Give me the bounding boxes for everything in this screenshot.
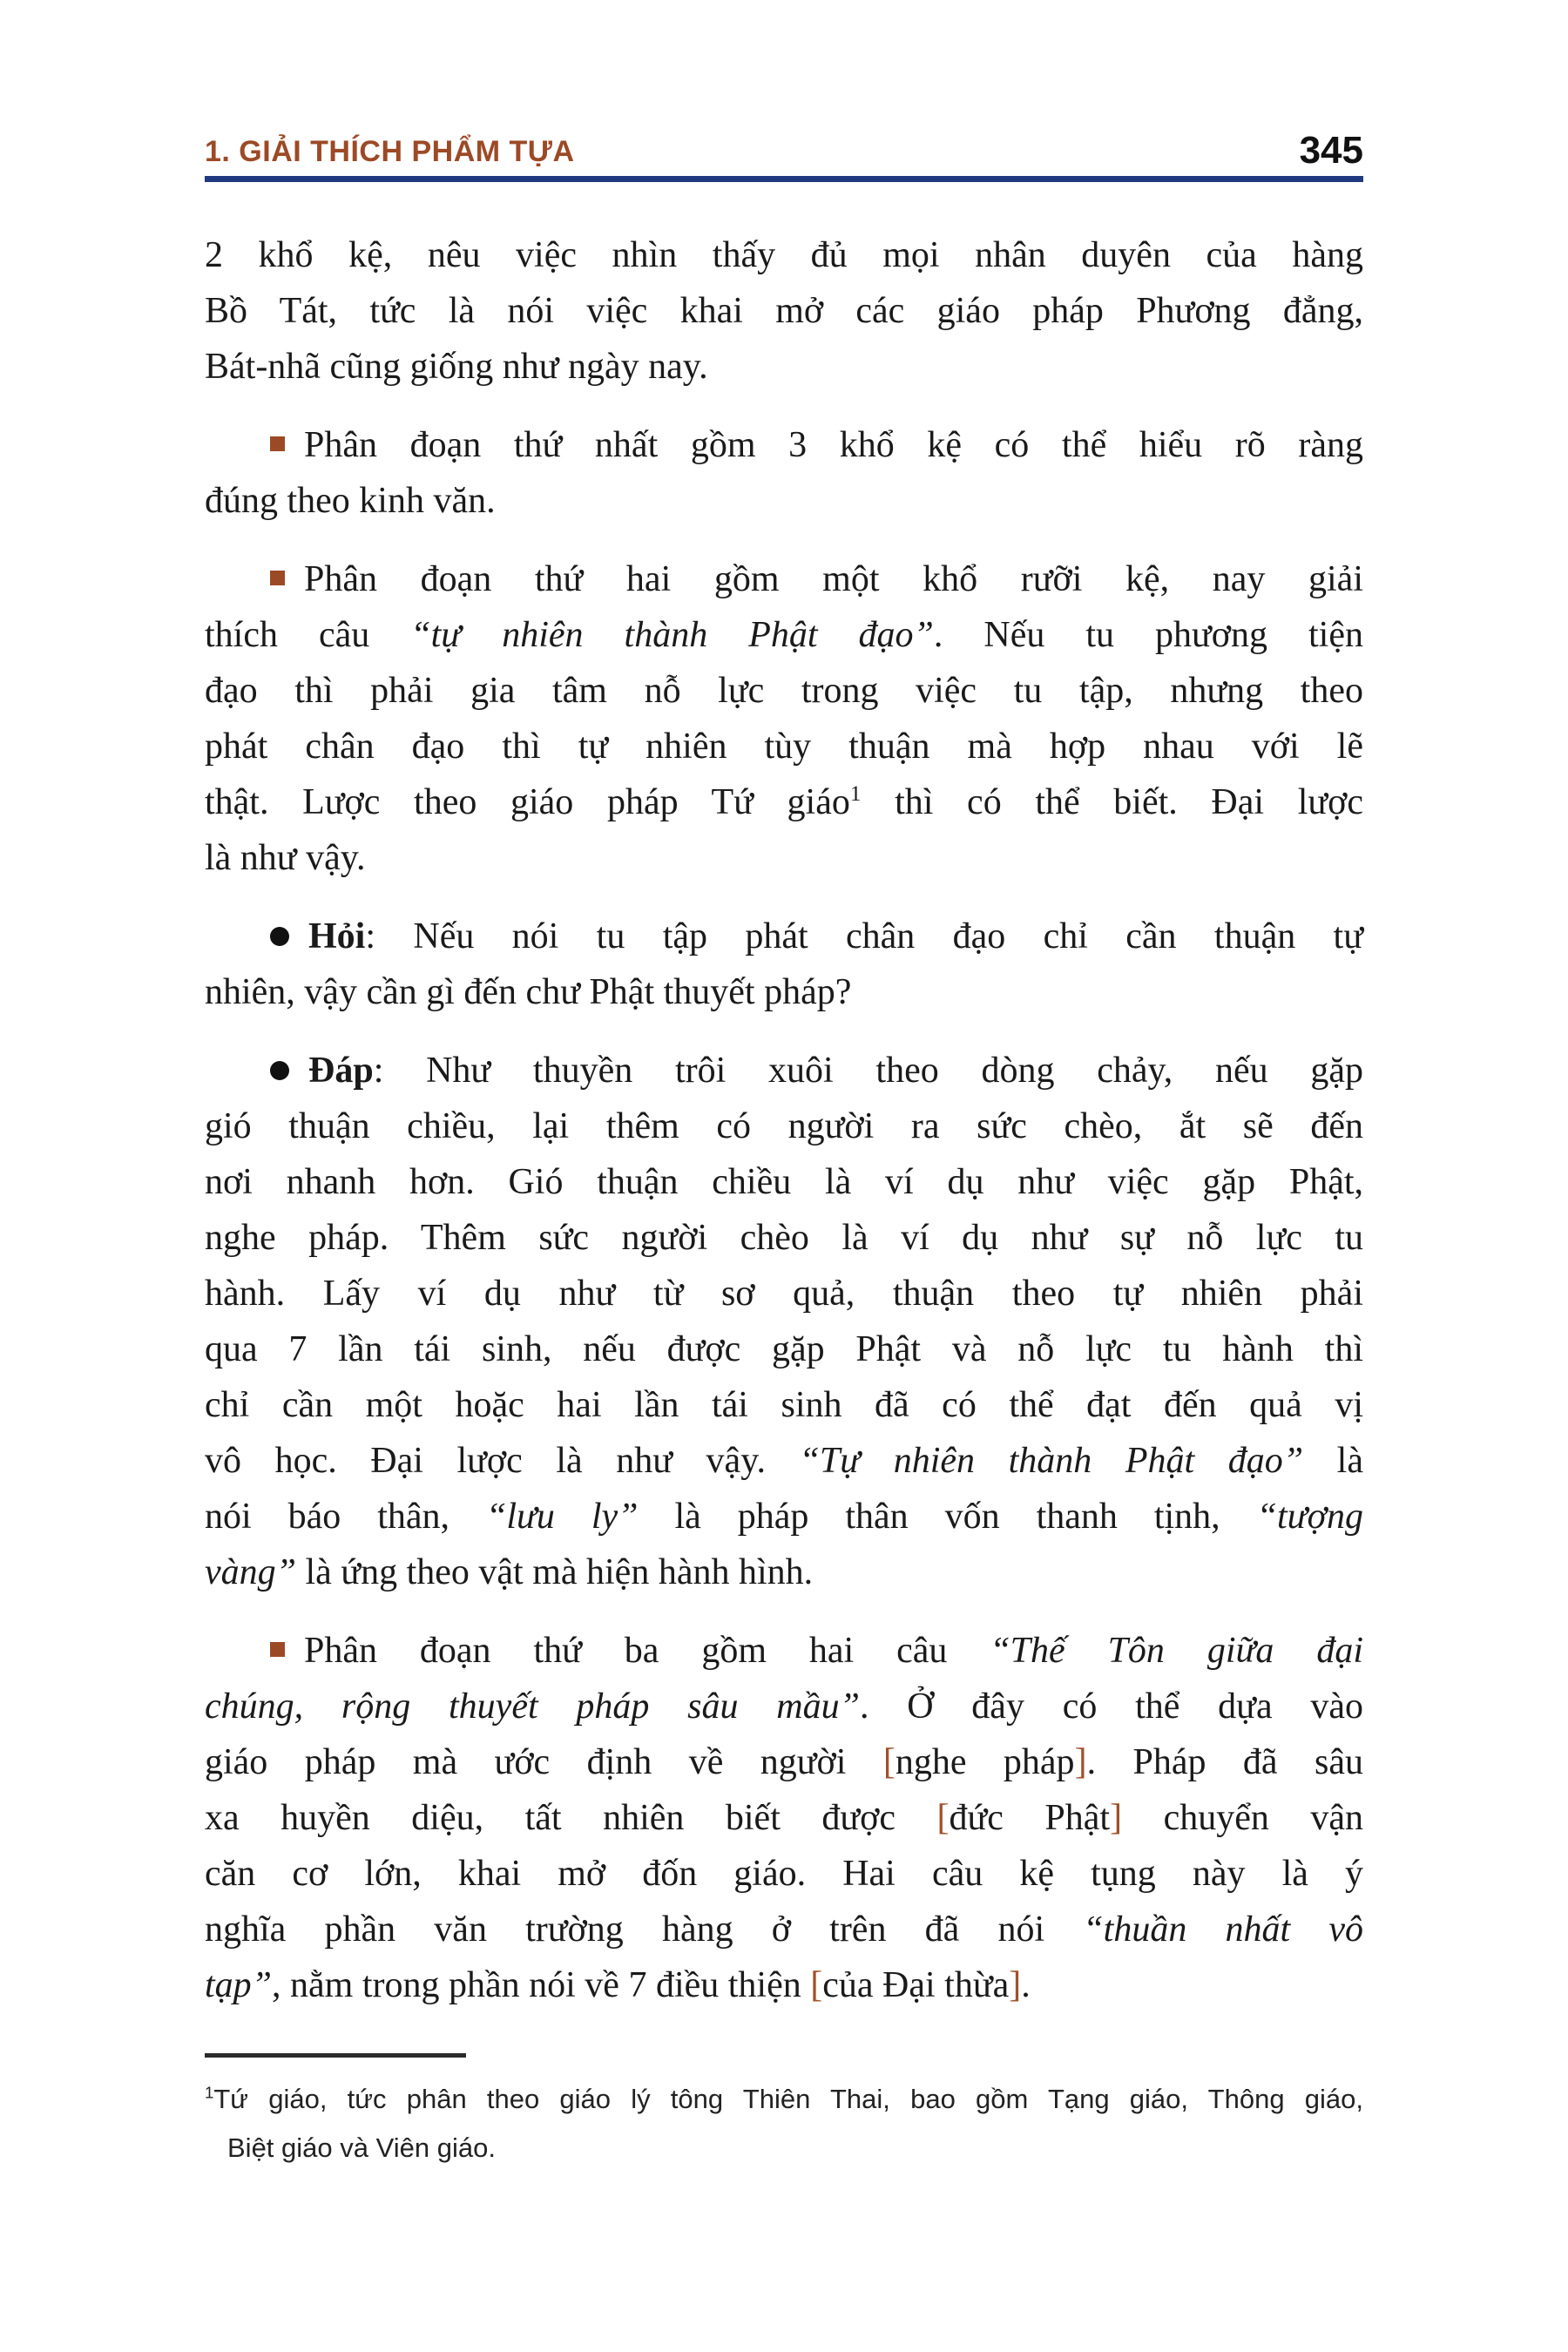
text-segment: nghĩa phần văn trường hàng ở trên đã nói — [205, 1909, 1084, 1950]
text-segment: thì có thể biết. Đại lược — [861, 782, 1363, 822]
text-segment: . Pháp đã sâu — [1086, 1742, 1363, 1782]
text-segment: nghe pháp — [895, 1742, 1075, 1782]
header-rule — [205, 176, 1363, 182]
text-line — [205, 1544, 1363, 1600]
text-line — [205, 774, 1363, 830]
text-segment: chỉ cần một hoặc hai lần tái sinh đã có thể đạt đến quả vị — [205, 1385, 1363, 1425]
text-segment: “lưu ly” — [485, 1497, 639, 1537]
text-segment: hành. Lấy ví dụ như từ sơ quả, thuận theo tự nhiên phải — [205, 1274, 1363, 1314]
circle-bullet-icon — [270, 1061, 289, 1080]
footnote-line — [205, 2075, 1363, 2124]
text-segment: thích câu — [205, 615, 411, 655]
text-line — [205, 964, 1363, 1020]
text-segment: “Thế Tôn giữa đại — [990, 1631, 1363, 1671]
text-segment: 1 — [205, 2083, 214, 2102]
text-line — [205, 1321, 1363, 1377]
text-segment: phát chân đạo thì tự nhiên tùy thuận mà hợp nhau với lẽ — [205, 727, 1363, 767]
text-line — [205, 1433, 1363, 1489]
paragraph — [205, 417, 1363, 529]
text-segment: Phân đoạn thứ nhất gồm 3 khổ kệ có thể hiểu rõ ràng — [304, 425, 1363, 465]
text-segment: nơi nhanh hơn. Gió thuận chiều là ví dụ như việc gặp Phật, — [205, 1162, 1363, 1202]
text-segment: qua 7 lần tái sinh, nếu được gặp Phật và nỗ lực tu hành thì — [205, 1329, 1363, 1369]
circle-bullet-icon — [270, 927, 289, 946]
text-line — [205, 283, 1363, 339]
bracket-mark: [ — [936, 1798, 950, 1838]
text-line — [205, 607, 1363, 663]
text-line — [205, 663, 1363, 719]
text-segment: giáo pháp mà ước định về người — [205, 1742, 883, 1782]
text-segment: thật. Lược theo giáo pháp Tứ giáo — [205, 782, 850, 822]
text-line — [205, 1957, 1363, 2013]
text-segment: của Đại thừa — [822, 1965, 1010, 2005]
text-segment: gió thuận chiều, lại thêm có người ra sức chèo, ắt sẽ đến — [205, 1106, 1363, 1146]
text-line — [205, 1098, 1363, 1154]
running-header-title: 1. GIẢI THÍCH PHẨM TỰA — [205, 135, 575, 168]
text-line — [205, 1489, 1363, 1544]
bracket-mark: ] — [1074, 1742, 1087, 1782]
paragraph — [205, 909, 1363, 1020]
text-segment: đúng theo kinh văn. — [205, 481, 496, 521]
text-line — [205, 719, 1363, 774]
text-segment: : Như thuyền trôi xuôi theo dòng chảy, nếu gặp — [373, 1051, 1363, 1091]
text-segment: “Tự nhiên thành Phật đạo” — [799, 1441, 1304, 1481]
text-segment: vàng” — [205, 1552, 296, 1592]
text-line — [205, 473, 1363, 529]
text-segment: là — [1303, 1441, 1363, 1481]
text-segment: nghe pháp. Thêm sức người chèo là ví dụ như sự nỗ lực tu — [205, 1218, 1363, 1258]
text-segment: . Nếu tu phương tiện — [933, 615, 1363, 655]
text-segment: “tượng — [1256, 1497, 1363, 1537]
text-line — [205, 1902, 1363, 1957]
text-segment: . — [1021, 1965, 1031, 2005]
text-segment: là như vậy. — [205, 838, 366, 878]
bracket-mark: [ — [810, 1965, 823, 2005]
paragraph — [205, 551, 1363, 886]
text-segment: “tự nhiên thành Phật đạo” — [410, 615, 934, 655]
text-segment: tạp” — [205, 1965, 273, 2005]
text-line — [205, 1043, 1363, 1098]
text-line — [205, 1623, 1363, 1679]
text-segment: chúng, rộng thuyết pháp sâu mầu” — [205, 1686, 860, 1727]
text-line — [205, 417, 1363, 473]
text-line — [205, 1790, 1363, 1846]
text-line — [205, 1210, 1363, 1266]
text-segment: Phân đoạn thứ ba gồm hai câu — [304, 1631, 990, 1671]
text-segment: là ứng theo vật mà hiện hành hình. — [296, 1552, 814, 1592]
text-segment: Bát-nhã cũng giống như ngày nay. — [205, 347, 708, 387]
footnote-line — [205, 2124, 1363, 2173]
text-segment: nói báo thân, — [205, 1497, 486, 1537]
text-segment: căn cơ lớn, khai mở đốn giáo. Hai câu kệ tụng này là ý — [205, 1854, 1363, 1894]
footnote-separator — [205, 2053, 466, 2058]
text-segment: Phân đoạn thứ hai gồm một khổ rưỡi kệ, nay giải — [304, 559, 1363, 599]
bracket-mark: ] — [1110, 1798, 1123, 1838]
text-line — [205, 551, 1363, 607]
text-segment: vô học. Đại lược là như vậy. — [205, 1441, 800, 1481]
body-text — [205, 227, 1363, 2013]
text-line — [205, 227, 1363, 283]
page-header — [205, 122, 1363, 176]
bracket-mark: ] — [1009, 1965, 1022, 2005]
text-segment: nhiên, vậy cần gì đến chư Phật thuyết pháp? — [205, 972, 852, 1012]
page-number: 345 — [1299, 129, 1363, 172]
text-line — [205, 339, 1363, 395]
footnote — [205, 2075, 1363, 2173]
square-bullet-icon — [270, 571, 285, 585]
bracket-mark: [ — [882, 1742, 896, 1782]
text-line — [205, 1154, 1363, 1210]
text-segment: là pháp thân vốn thanh tịnh, — [638, 1497, 1257, 1537]
text-line — [205, 1846, 1363, 1902]
text-segment: “thuần nhất vô — [1083, 1909, 1363, 1950]
paragraph — [205, 1043, 1363, 1600]
text-line — [205, 830, 1363, 886]
text-segment: Tứ giáo, tức phân theo giáo lý tông Thiên Thai, bao gồm Tạng giáo, Thông giáo, — [213, 2084, 1363, 2114]
text-segment: Hỏi — [308, 916, 366, 956]
text-line — [205, 1734, 1363, 1790]
text-segment: Bồ Tát, tức là nói việc khai mở các giáo pháp Phương đẳng, — [205, 291, 1363, 331]
text-segment: xa huyền diệu, tất nhiên biết được — [205, 1798, 937, 1838]
text-segment: , nằm trong phần nói về 7 điều thiện — [272, 1965, 811, 2005]
paragraph — [205, 1623, 1363, 2013]
text-line — [205, 1679, 1363, 1734]
text-segment: . Ở đây có thể dựa vào — [859, 1686, 1363, 1727]
text-line — [205, 909, 1363, 964]
page-content — [205, 122, 1363, 2173]
paragraph — [205, 227, 1363, 395]
text-line — [205, 1266, 1363, 1321]
text-segment: đức Phật — [949, 1798, 1111, 1838]
text-segment: đạo thì phải gia tâm nỗ lực trong việc tu tập, nhưng theo — [205, 671, 1363, 711]
text-segment: 1 — [849, 782, 862, 806]
square-bullet-icon — [270, 1642, 285, 1657]
square-bullet-icon — [270, 436, 285, 451]
text-line — [205, 1377, 1363, 1433]
text-segment: Đáp — [308, 1051, 374, 1091]
text-segment: Biệt giáo và Viên giáo. — [227, 2132, 496, 2163]
text-segment: chuyển vận — [1122, 1798, 1363, 1838]
text-segment: 2 khổ kệ, nêu việc nhìn thấy đủ mọi nhân duyên của hàng — [205, 235, 1363, 275]
text-segment: : Nếu nói tu tập phát chân đạo chỉ cần thuận tự — [365, 916, 1363, 956]
